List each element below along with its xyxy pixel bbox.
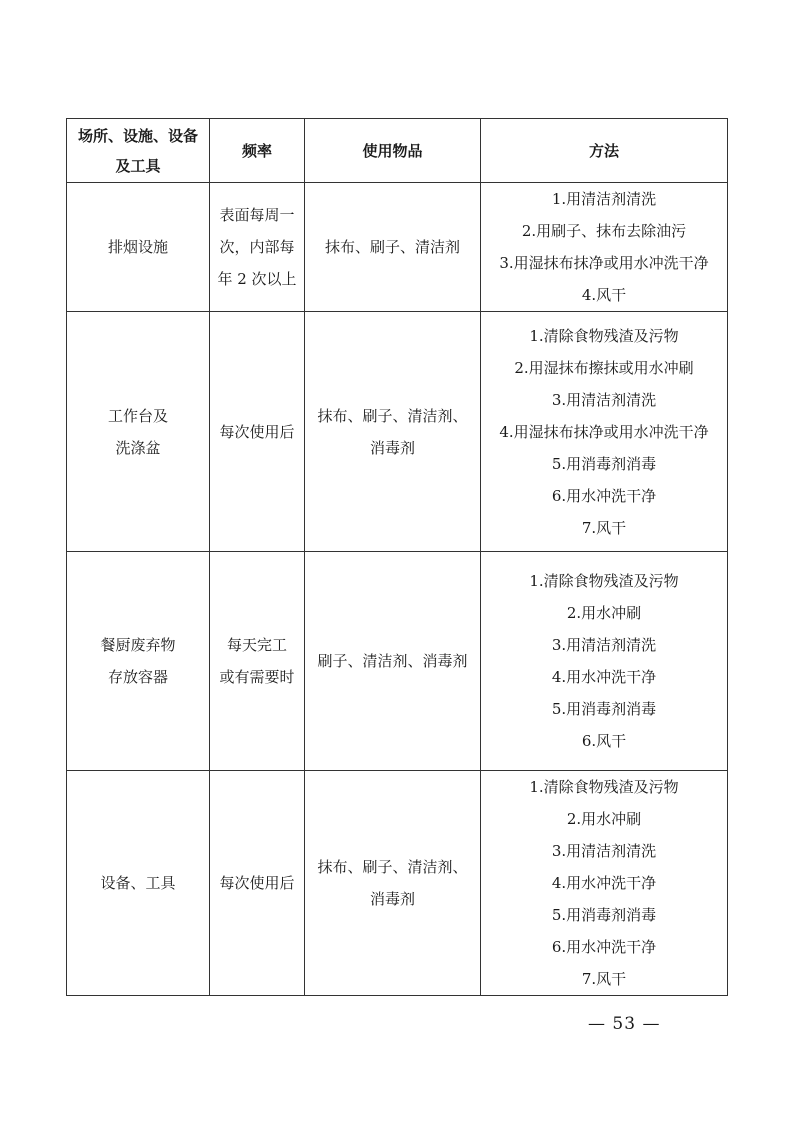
cell-place [67, 552, 210, 771]
cell-place [67, 183, 210, 312]
cell-method-line: 4.用湿抹布抹净或用水冲洗干净 [499, 422, 709, 441]
cell-place-line: 排烟设施 [107, 238, 168, 256]
cell-place-line: 工作台及 [107, 406, 168, 425]
cell-items-line: 抹布、刷子、清洁剂 [324, 238, 460, 256]
cell-place-line: 餐厨废弃物 [100, 636, 176, 654]
cell-method-line: 2.用水冲刷 [566, 604, 642, 622]
cell-frequency-line: 每天完工 [226, 636, 287, 654]
cell-place-line: 存放容器 [107, 668, 168, 686]
cell-items-line: 消毒剂 [369, 438, 415, 457]
cell-method-line: 6.风干 [581, 732, 627, 750]
cell-items [305, 183, 481, 312]
cell-items-line: 抹布、刷子、清洁剂、 [317, 858, 468, 876]
cell-method [481, 771, 728, 996]
table-row [67, 771, 728, 996]
cell-method-line: 4.风干 [581, 286, 627, 304]
cell-place-line: 洗涤盆 [115, 438, 161, 457]
cell-frequency-line: 或有需要时 [219, 668, 295, 686]
cell-method [481, 183, 728, 312]
cell-place-line: 设备、工具 [100, 874, 176, 892]
cell-method-line: 2.用湿抹布擦抹或用水冲刷 [514, 358, 694, 377]
cell-items-line: 刷子、清洁剂、消毒剂 [317, 652, 468, 670]
cell-frequency [210, 552, 305, 771]
cell-frequency-line: 表面每周一 [219, 206, 295, 224]
cell-method-line: 3.用清洁剂清洗 [551, 842, 657, 860]
cell-method-line: 3.用清洁剂清洗 [551, 636, 657, 654]
page-number: — 53 — [588, 1014, 661, 1034]
cleaning-schedule-table [66, 118, 728, 996]
cell-method-line: 1.清除食物残渣及污物 [529, 778, 679, 796]
cell-frequency-line: 每次使用后 [219, 422, 295, 441]
cell-place [67, 771, 210, 996]
cell-method-line: 1.清除食物残渣及污物 [529, 326, 679, 345]
cell-items-line: 消毒剂 [369, 890, 415, 908]
header-place-line: 及工具 [115, 156, 161, 175]
cell-items [305, 771, 481, 996]
table-row [67, 312, 728, 552]
header-frequency: 频率 [210, 119, 305, 183]
header-place [67, 119, 210, 183]
cell-items [305, 312, 481, 552]
cell-method-line: 4.用水冲洗干净 [551, 668, 657, 686]
cell-method [481, 312, 728, 552]
cell-frequency [210, 312, 305, 552]
cell-frequency [210, 183, 305, 312]
table-row [67, 183, 728, 312]
cell-method-line: 2.用刷子、抹布去除油污 [521, 222, 687, 240]
cell-method-line: 7.风干 [581, 970, 627, 988]
cell-frequency-line: 次，内部每 [219, 238, 295, 256]
cell-method-line: 5.用消毒剂消毒 [551, 700, 657, 718]
cell-method-line: 2.用水冲刷 [566, 810, 642, 828]
header-row [67, 119, 728, 183]
cell-method-line: 1.用清洁剂清洗 [551, 190, 657, 208]
cell-method-line: 3.用清洁剂清洗 [551, 390, 657, 409]
cell-place [67, 312, 210, 552]
header-items: 使用物品 [305, 119, 481, 183]
cell-frequency [210, 771, 305, 996]
cell-method-line: 7.风干 [581, 518, 627, 537]
cell-items [305, 552, 481, 771]
cell-frequency-line: 每次使用后 [219, 874, 295, 892]
cell-items-line: 抹布、刷子、清洁剂、 [317, 406, 468, 425]
cell-method-line: 4.用水冲洗干净 [551, 874, 657, 892]
cell-method-line: 3.用湿抹布抹净或用水冲洗干净 [499, 254, 709, 272]
header-method: 方法 [481, 119, 728, 183]
header-place-line: 场所、设施、设备 [77, 126, 198, 145]
cell-method [481, 552, 728, 771]
cell-method-line: 6.用水冲洗干净 [551, 486, 657, 505]
cell-method-line: 6.用水冲洗干净 [551, 938, 657, 956]
cell-method-line: 5.用消毒剂消毒 [551, 906, 657, 924]
table-row [67, 552, 728, 771]
cell-frequency-line: 年 2 次以上 [217, 270, 297, 288]
cell-method-line: 1.清除食物残渣及污物 [529, 572, 679, 590]
cell-method-line: 5.用消毒剂消毒 [551, 454, 657, 473]
